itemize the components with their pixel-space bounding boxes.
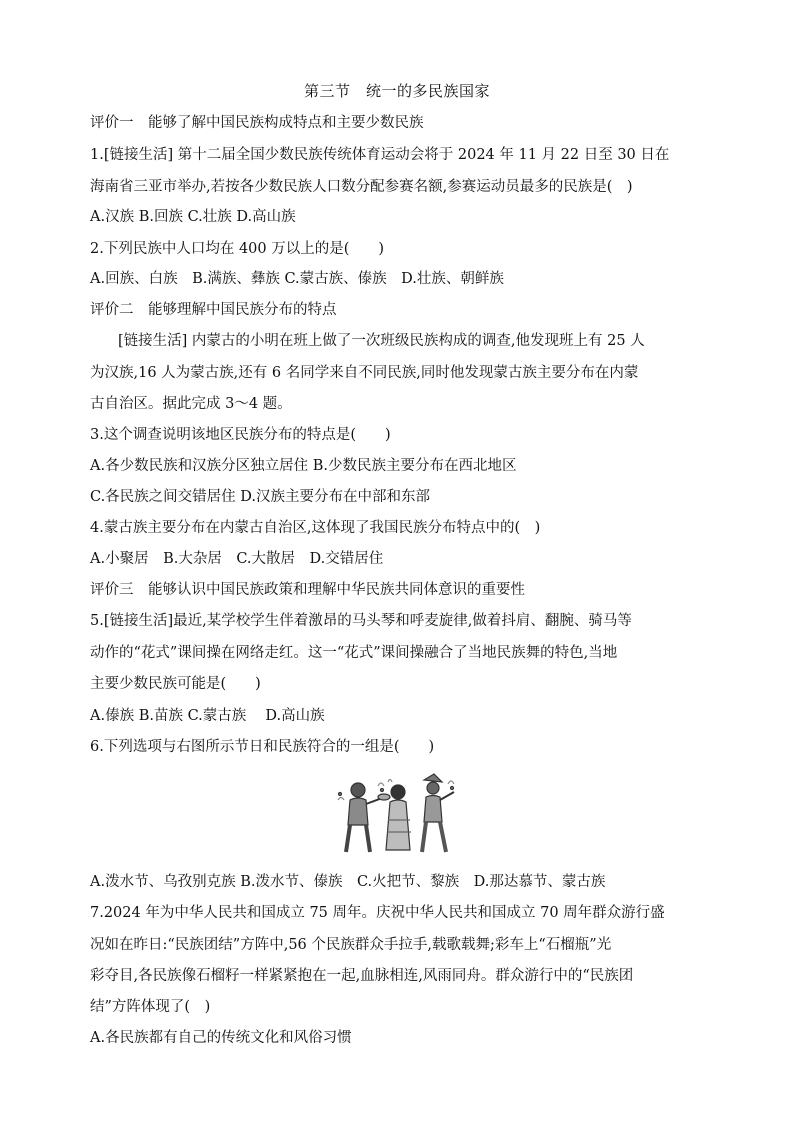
question-7-line-2: 况如在昨日:“民族团结”方阵中,56 个民族群众手拉手,载歌载舞;彩车上“石榴瓶”光 [90, 937, 612, 953]
question-2-stem: 2.下列民族中人口均在 400 万以上的是( ) [90, 241, 385, 257]
question-5-line-1: 5.[链接生活]最近,某学校学生伴着激昂的马头琴和呼麦旋律,做着抖肩、翻腕、骑马等 [90, 613, 632, 629]
question-7-line-4: 结”方阵体现了( ) [90, 999, 211, 1015]
evaluation-heading-1: 评价一 能够了解中国民族构成特点和主要少数民族 [90, 115, 424, 131]
material-line-2: 为汉族,16 人为蒙古族,还有 6 名同学来自不同民族,同时他发现蒙古族主要分布在内蒙 [90, 365, 639, 381]
question-3-options-cd: C.各民族之间交错居住 D.汉族主要分布在中部和东部 [90, 489, 431, 505]
question-2-options: A.回族、白族 B.满族、彝族 C.蒙古族、傣族 D.壮族、朝鲜族 [90, 271, 504, 287]
question-1-line-1: 1.[链接生活] 第十二届全国少数民族传统体育运动会将于 2024 年 11 月 22 日至 30 日在 [90, 147, 670, 163]
question-3-options-ab: A.各少数民族和汉族分区独立居住 B.少数民族主要分布在西北地区 [90, 458, 517, 474]
evaluation-heading-2: 评价二 能够理解中国民族分布的特点 [90, 302, 337, 318]
question-7-line-1: 7.2024 年为中华人民共和国成立 75 周年。庆祝中华人民共和国成立 70 周年群众游行盛 [90, 905, 665, 921]
question-6-stem: 6.下列选项与右图所示节日和民族符合的一组是( ) [90, 739, 435, 755]
question-1-options: A.汉族 B.回族 C.壮族 D.高山族 [90, 209, 296, 225]
question-1-line-2: 海南省三亚市举办,若按各少数民族人口数分配参赛名额,参赛运动员最多的民族是( ) [90, 179, 633, 195]
question-7-line-3: 彩夺目,各民族像石榴籽一样紧紧抱在一起,血脉相连,风雨同舟。群众游行中的“民族团 [90, 968, 634, 984]
question-5-line-3: 主要少数民族可能是( ) [90, 676, 261, 692]
question-5-line-2: 动作的“花式”课间操在网络走红。这一“花式”课间操融合了当地民族舞的特色,当地 [90, 645, 618, 661]
question-6-options: A.泼水节、乌孜别克族 B.泼水节、傣族 C.火把节、黎族 D.那达慕节、蒙古族 [90, 874, 606, 890]
question-4-options: A.小聚居 B.大杂居 C.大散居 D.交错居住 [90, 551, 384, 567]
evaluation-heading-3: 评价三 能够认识中国民族政策和理解中华民族共同体意识的重要性 [90, 582, 525, 598]
section-title: 第三节 统一的多民族国家 [303, 82, 490, 100]
question-3-stem: 3.这个调查说明该地区民族分布的特点是( ) [90, 427, 391, 443]
question-7-option-a: A.各民族都有自己的传统文化和风俗习惯 [90, 1030, 352, 1046]
question-4-stem: 4.蒙古族主要分布在内蒙古自治区,这体现了我国民族分布特点中的( ) [90, 520, 541, 536]
material-line-1: [链接生活] 内蒙古的小明在班上做了一次班级民族构成的调查,他发现班上有 25 人 [118, 333, 645, 349]
question-5-options: A.傣族 B.苗族 C.蒙古族 D.高山族 [90, 708, 325, 724]
water-splashing-festival-illustration [330, 770, 465, 862]
material-line-3: 古自治区。据此完成 3～4 题。 [90, 396, 292, 412]
